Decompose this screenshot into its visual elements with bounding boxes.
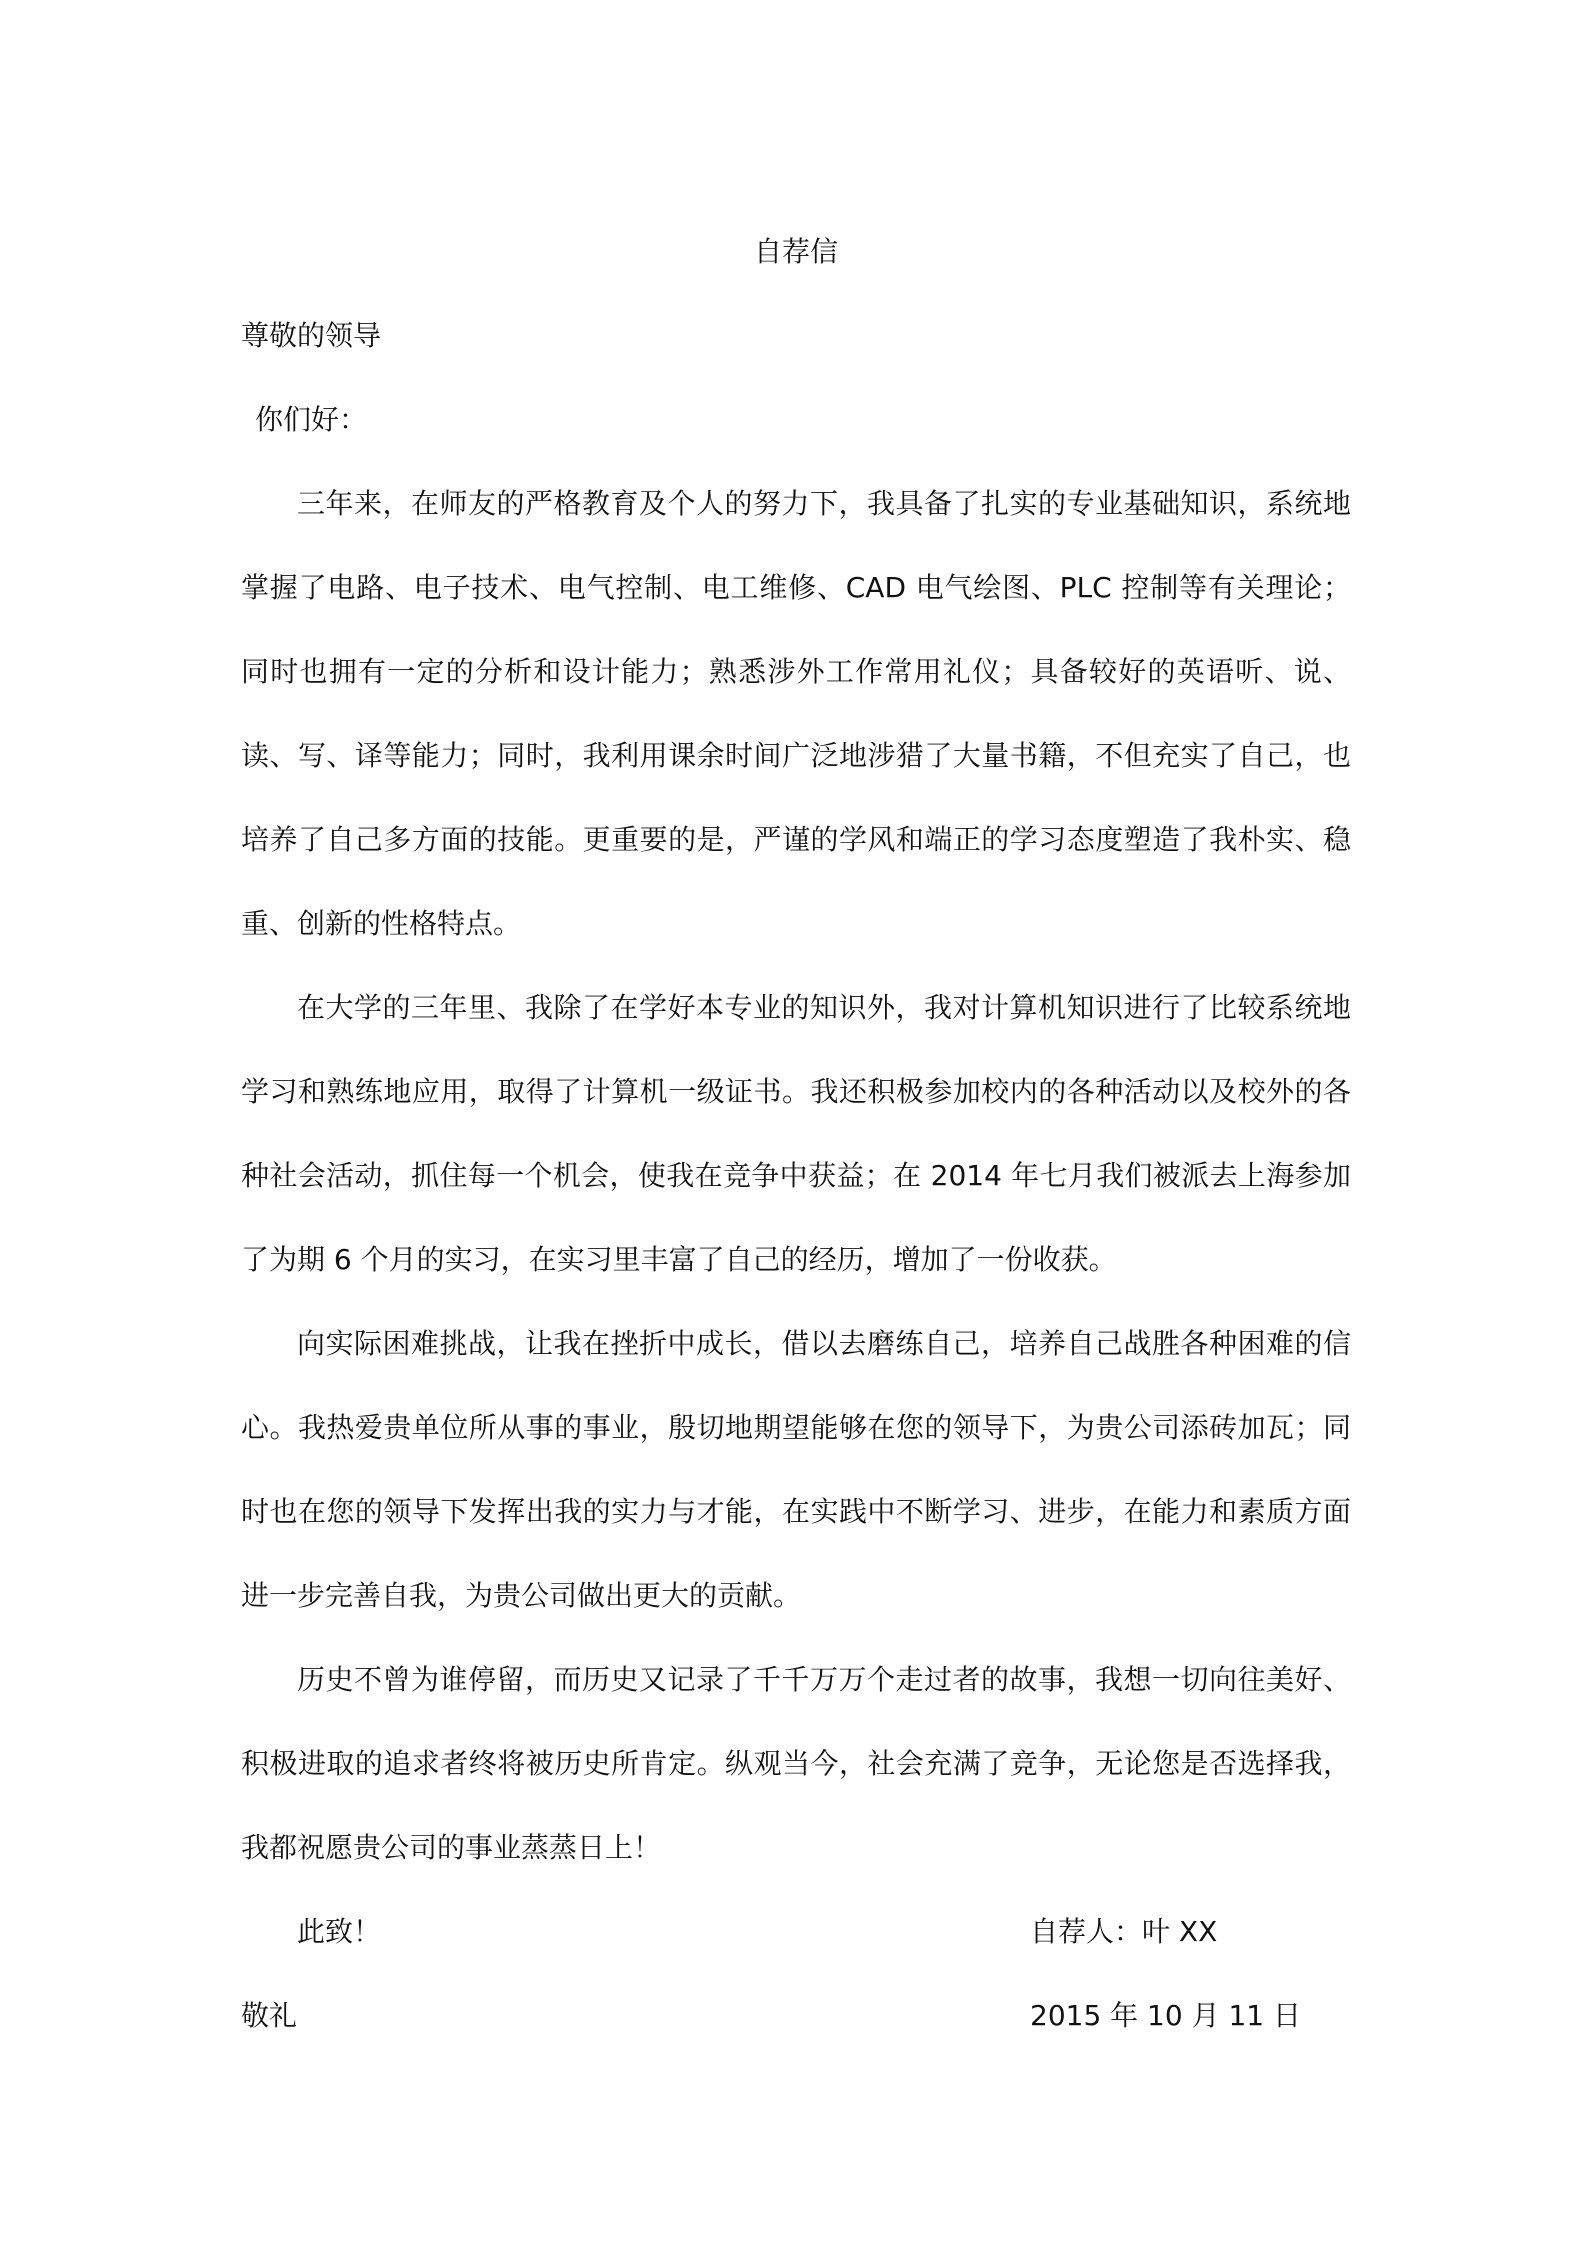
letter-closing (241, 1890, 1351, 2058)
closing-row-1 (241, 1890, 1351, 1974)
paragraph-education: 三年来，在师友的严格教育及个人的努力下，我具备了扎实的专业基础知识，系统地掌握了电路、电子技术、电气控制、电工维修、CAD 电气绘图、PLC 控制等有关理论；同时也拥有一定的分析和设计能力；熟悉涉外工作常用礼仪；具备较好的英语听、说、读、写、译等能力；同时，我利用课余时间广泛地涉猎了大量书籍，不但充实了自己，也培养了自己多方面的技能。更重要的是，严谨的学风和端正的学习态度塑造了我朴实、稳重、创新的性格特点。 (241, 487, 1351, 940)
regards: 敬礼 (241, 1999, 298, 2032)
closing-row-2 (241, 1974, 1351, 2058)
sign-off: 此致！ (297, 1915, 382, 1948)
author-signature: 自荐人：叶 XX (1030, 1915, 1218, 1948)
document-title: 自荐信 (753, 235, 838, 268)
paragraph-university: 在大学的三年里、我除了在学好本专业的知识外，我对计算机知识进行了比较系统地学习和熟练地应用，取得了计算机一级证书。我还积极参加校内的各种活动以及校外的各种社会活动，抓住每一个机会，使我在竞争中获益；在 2014 年七月我们被派去上海参加了为期 6 个月的实习，在实习里丰富了自己的经历，增加了一份收获。 (241, 991, 1351, 1276)
salutation: 尊敬的领导 (241, 319, 382, 352)
paragraph-history: 历史不曾为谁停留，而历史又记录了千千万万个走过者的故事，我想一切向往美好、积极进取的追求者终将被历史所肯定。纵观当今，社会充满了竞争，无论您是否选择我，我都祝愿贵公司的事业蒸蒸日上！ (241, 1663, 1351, 1864)
letter-body (241, 210, 1351, 2058)
greeting: 你们好： (255, 403, 368, 436)
letter-date: 2015 年 10 月 11 日 (1030, 1999, 1302, 2032)
paragraph-challenge: 向实际困难挑战，让我在挫折中成长，借以去磨练自己，培养自己战胜各种困难的信心。我热爱贵单位所从事的事业，殷切地期望能够在您的领导下，为贵公司添砖加瓦；同时也在您的领导下发挥出我的实力与才能，在实践中不断学习、进步，在能力和素质方面进一步完善自我，为贵公司做出更大的贡献。 (241, 1327, 1351, 1612)
